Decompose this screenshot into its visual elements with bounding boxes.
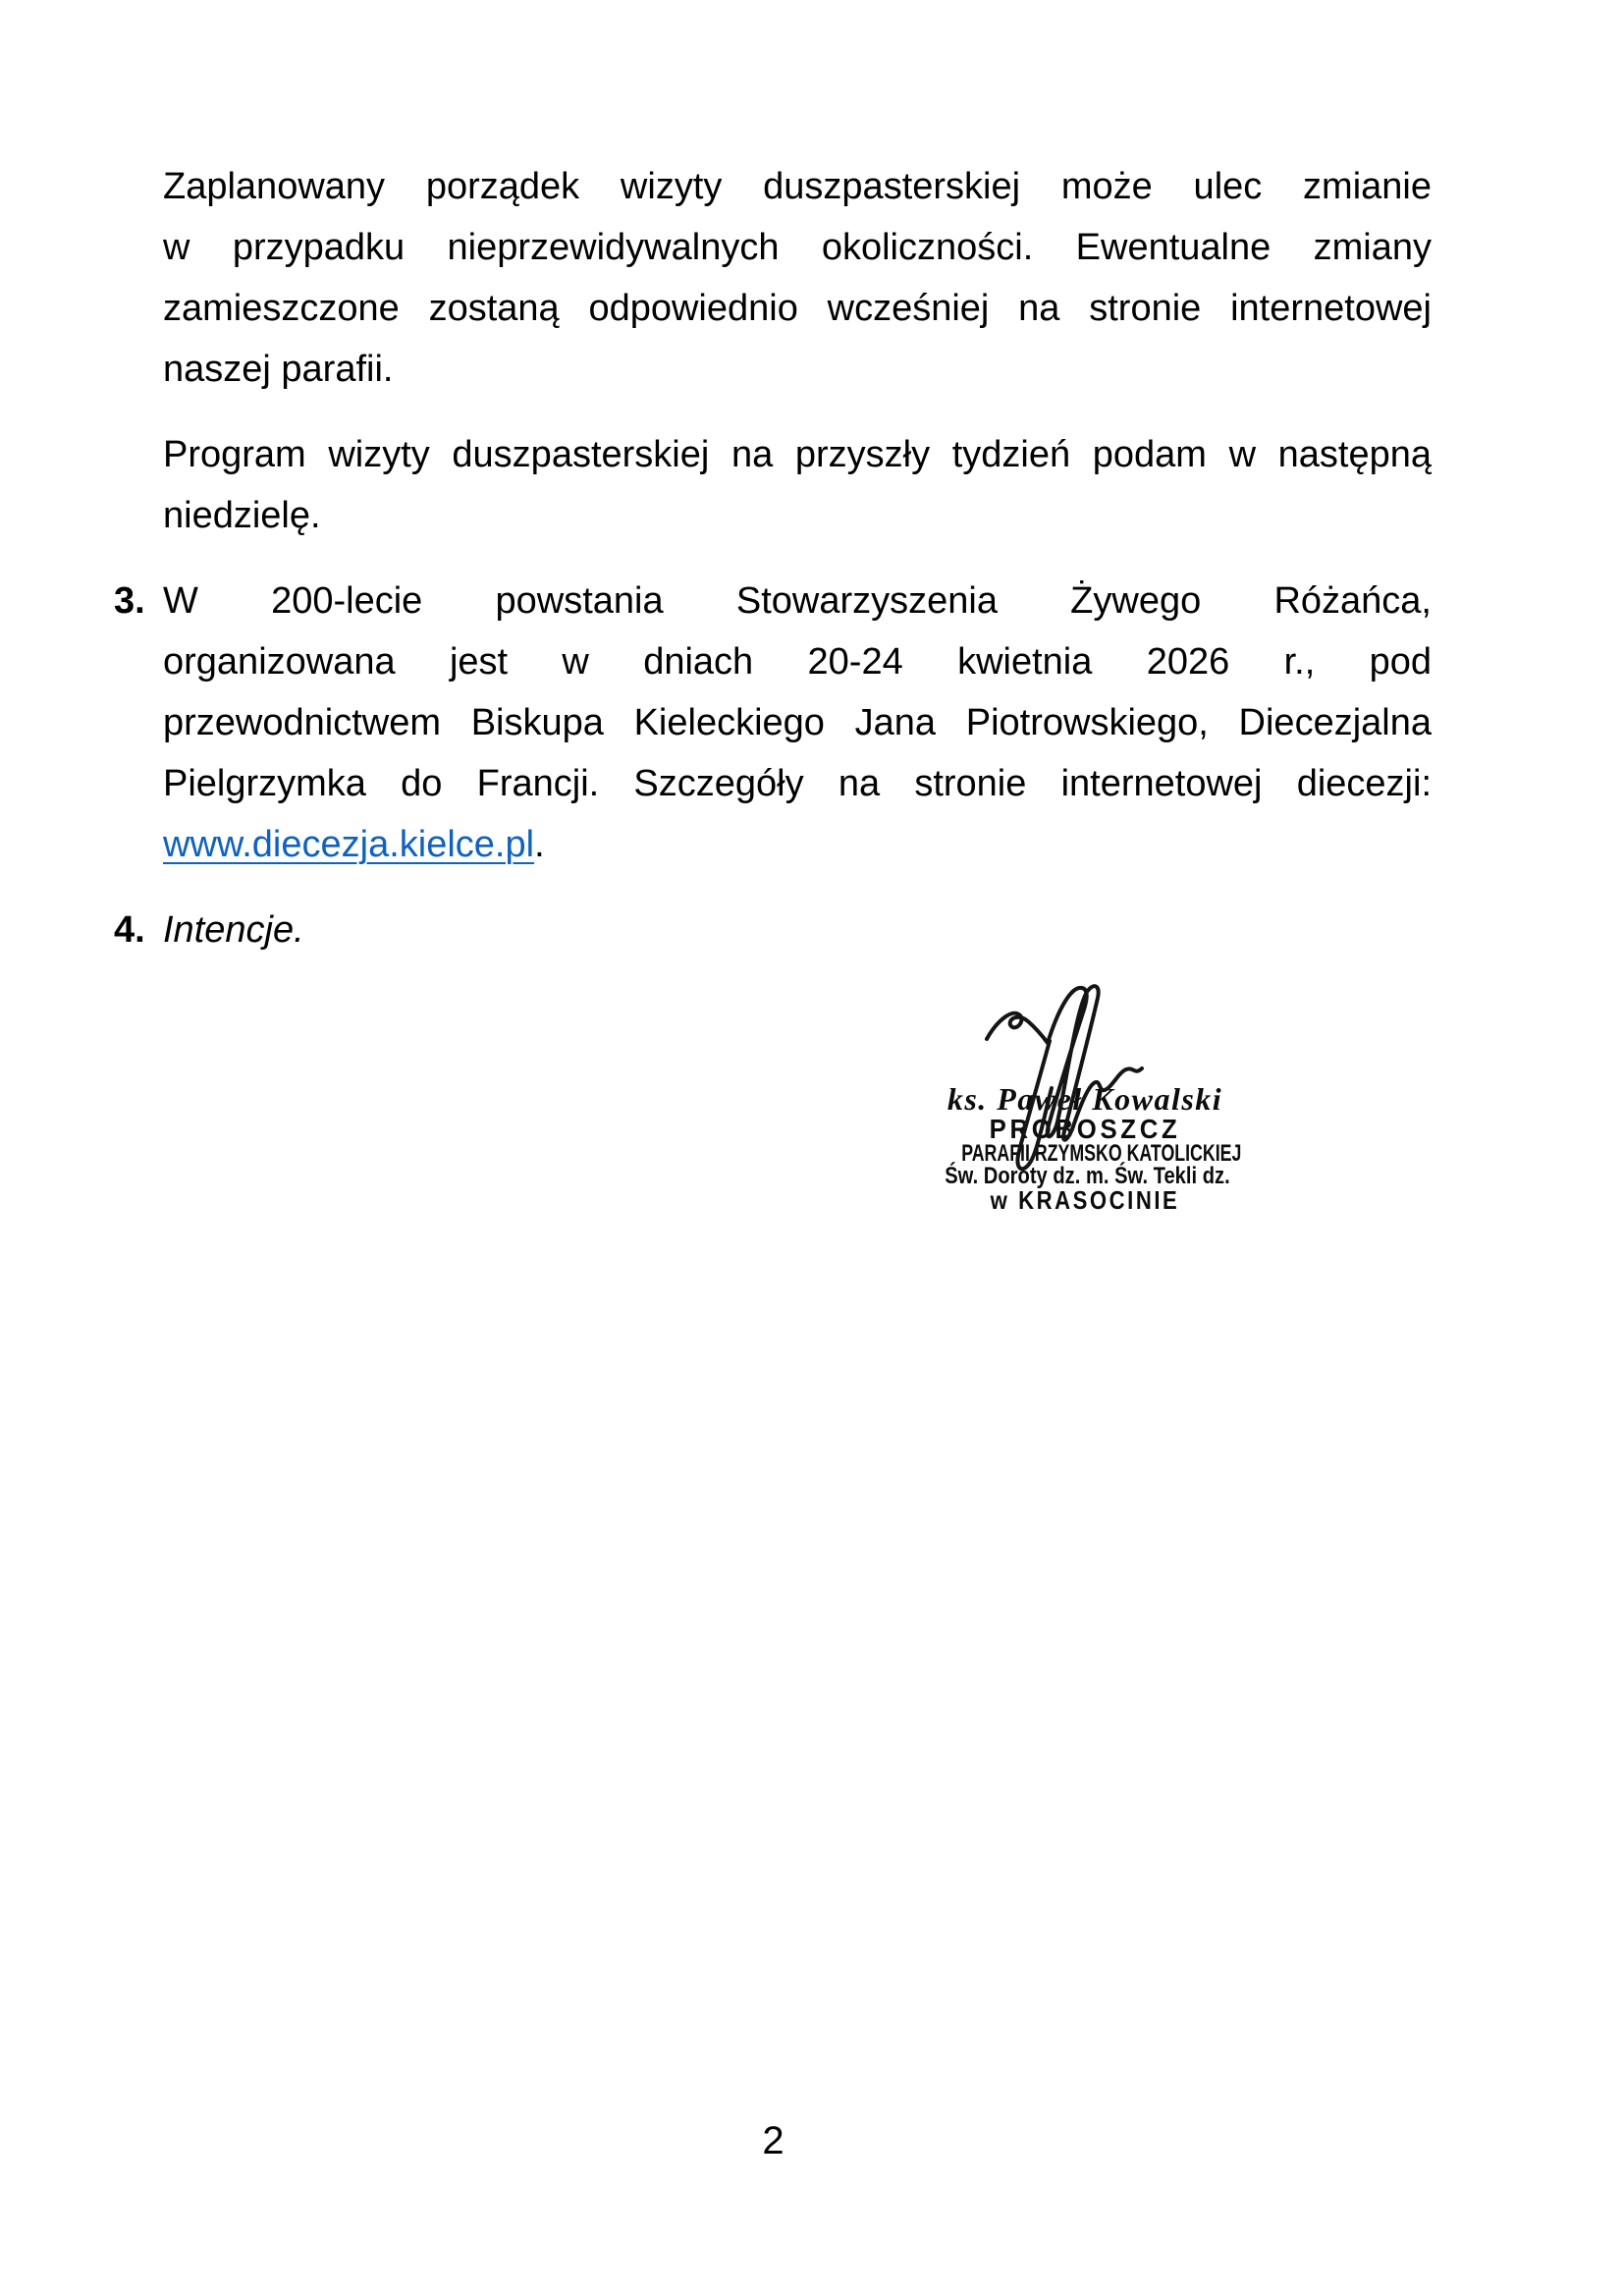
stamp-parish-line-1: PARAFII RZYMSKO KATOLICKIEJ (961, 1140, 1242, 1167)
stamp-parish-line-3: w KRASOCINIE (990, 1185, 1180, 1215)
paragraph-line: zamieszczone zostaną odpowiednio wcześniej na stronie internetowej (163, 288, 1432, 329)
paragraph-line: organizowana jest w dniach 20-24 kwietnia 2026 r., pod (163, 641, 1432, 683)
list-number: 3. (114, 580, 145, 622)
paragraph-visit-program (163, 424, 1432, 546)
stamp-priest-title: PROBOSZCZ (989, 1114, 1181, 1144)
paragraph-visit-schedule (163, 156, 1432, 400)
paragraph-line (163, 814, 1432, 875)
diocese-website-link[interactable]: www.diecezja.kielce.pl (163, 824, 535, 865)
paragraph-line: W 200-lecie powstania Stowarzyszenia Żywego Różańca, (163, 580, 1432, 622)
stamp-parish-line-2: Św. Doroty dz. m. Św. Tekli dz. (945, 1163, 1230, 1189)
stamp-priest-name: ks. Paweł Kowalski (947, 1081, 1223, 1117)
paragraph-line: niedzielę. (163, 495, 321, 536)
list-item-pilgrimage (114, 571, 1432, 875)
announcements-content (114, 156, 1432, 985)
paragraph-line: naszej parafii. (163, 349, 394, 390)
paragraph-line: Pielgrzymka do Francji. Szczegóły na stronie internetowej diecezji: (163, 763, 1432, 804)
paragraph-line: Program wizyty duszpasterskiej na przyszły tydzień podam w następną (163, 434, 1432, 475)
paragraph-line: przewodnictwem Biskupa Kieleckiego Jana Piotrowskiego, Diecezjalna (163, 702, 1432, 743)
page-number: 2 (762, 2119, 784, 2162)
list-number: 4. (114, 909, 145, 951)
list-item-intentions (114, 900, 1432, 960)
paragraph-line: Zaplanowany porządek wizyty duszpasterskiej może ulec zmianie (163, 166, 1432, 207)
link-suffix-period: . (534, 824, 545, 865)
paragraph-line: w przypadku nieprzewidywalnych okoliczności. Ewentualne zmiany (163, 227, 1432, 268)
handwritten-signature (967, 982, 1173, 1183)
paragraph-line: Intencje. (163, 909, 304, 951)
